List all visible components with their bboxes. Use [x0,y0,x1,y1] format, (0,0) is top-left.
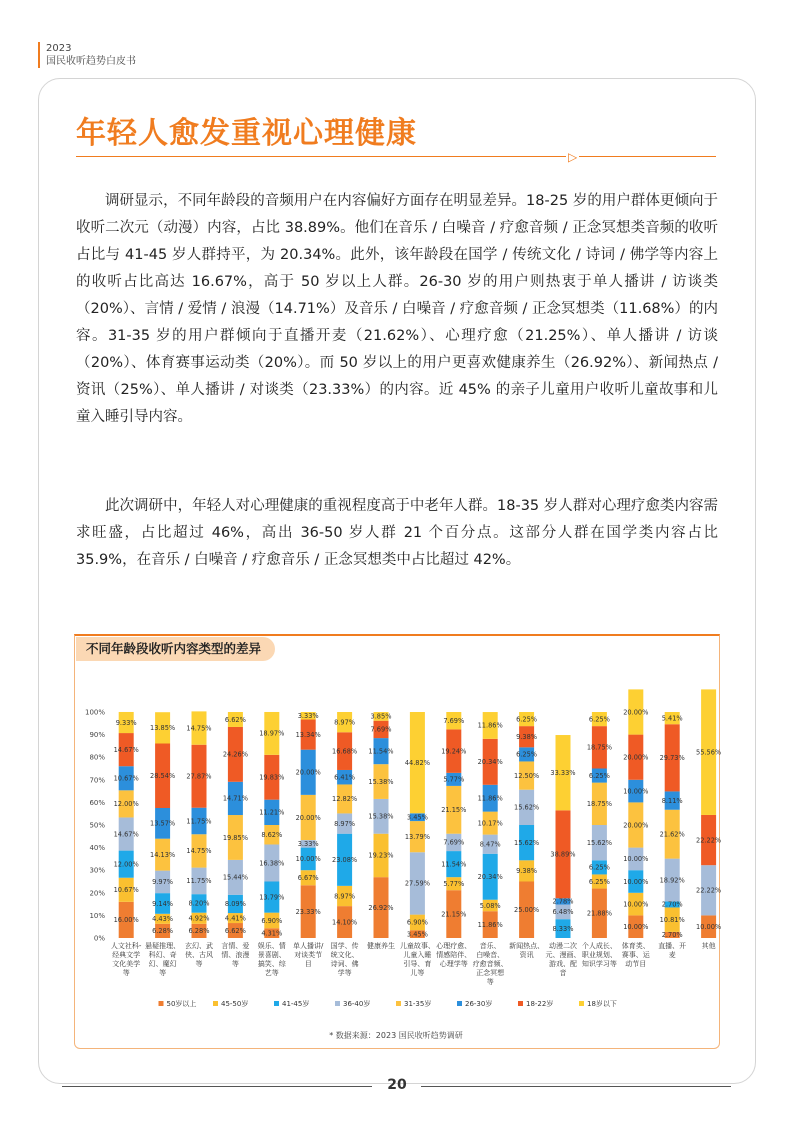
y-tick-label: 0% [93,934,105,943]
data-label: 12.82% [332,795,358,804]
data-label: 2.70% [661,900,683,909]
data-label: 7.69% [443,716,465,725]
x-tick-label: 等 [122,969,130,977]
data-label: 14.13% [150,850,176,859]
data-label: 21.88% [586,909,612,918]
legend-label: 41-45岁 [282,1000,310,1008]
x-tick-label: 学等 [337,969,352,977]
data-label: 12.00% [113,860,139,869]
data-label: 11.21% [259,808,285,817]
data-label: 7.69% [443,838,465,847]
x-tick-label: 元、漫画、 [545,951,581,959]
legend-swatch [274,1001,279,1006]
data-label: 10.00% [623,787,649,796]
data-label: 4.41% [224,914,246,923]
x-tick-label: 目 [304,960,312,968]
data-label: 3.45% [406,930,428,939]
data-label: 6.25% [588,715,610,724]
data-label: 10.00% [295,855,321,864]
data-label: 18.75% [586,743,612,752]
data-label: 11.86% [477,721,503,730]
x-tick-label: 搞笑、综 [257,960,286,968]
x-tick-label: 其他 [701,942,716,950]
data-label: 6.25% [588,863,610,872]
x-tick-label: 玄幻、武 [185,942,213,950]
source-note: * 数据来源：2023 国民收听趋势调研 [329,1031,463,1040]
x-tick-label: 悬疑推理、 [145,942,181,950]
legend-swatch [457,1001,462,1006]
data-label: 13.57% [150,819,176,828]
data-label: 6.25% [516,715,538,724]
data-label: 33.33% [550,768,576,777]
x-tick-label: 心理学等 [439,960,468,968]
data-label: 10.67% [113,886,139,895]
x-tick-label: 文化美学 [112,960,141,968]
x-tick-label: 等 [231,960,239,968]
data-label: 11.54% [368,747,394,756]
data-label: 19.24% [441,747,467,756]
data-label: 8.97% [334,819,356,828]
data-label: 21.15% [441,806,467,815]
data-label: 11.75% [186,817,212,826]
x-tick-label: 麦 [668,951,676,959]
x-tick-label: 等 [159,969,167,977]
y-tick-label: 90% [89,731,105,740]
data-label: 13.85% [150,724,176,733]
data-label: 15.44% [222,873,248,882]
data-label: 3.33% [297,840,319,849]
data-label: 28.54% [150,772,176,781]
data-label: 3.85% [370,712,392,721]
data-label: 6.62% [224,926,246,935]
report-title: 国民收听趋势白皮书 [46,56,136,67]
data-label: 10.00% [696,923,722,931]
page-number: 20 [387,1077,407,1093]
x-tick-label: 等 [486,978,494,986]
x-tick-label: 艺等 [264,969,279,977]
data-label: 18.92% [659,876,685,885]
paragraph-1: 调研显示，不同年龄段的音频用户在内容偏好方面存在明显差异。18-25 岁的用户群体更倾向于收听二次元（动漫）内容，占比 38.89%。他们在音乐 / 白噪音 / 疗愈音频 / 正念冥想类音频的收听占比与 41-45 岁人群持平，为 20.34%。此外，该年龄段在国学 / 传统文化 / 诗词 / 佛学等内容上的收听占比高达 16.67%，高于 50 岁以上人群。26-30 岁的用户则热衷于单人播讲 / 访谈类（20%）、言情 / 爱情 / 浪漫（14.71%）及音乐 / 白噪音 / 疗愈音频 / 正念冥想类（11.68%）的内容。31-35 岁的用户群倾向于直播开麦（21.62%）、心理疗愈（21.25%）、单人播讲 / 访谈（20%）、体育赛事运动类（20%）。而 50 岁以上的用户更喜欢健康养生（26.92%）、新闻热点 / 资讯（25%）、单人播讲 / 对谈类（23.33%）的内容。近 45% 的亲子儿童用户收听儿童故事和儿童入睡引导内容。 [76,193,718,425]
data-label: 9.97% [152,878,174,887]
data-label: 6.48% [552,908,574,917]
data-label: 9.14% [152,899,174,908]
data-label: 25.00% [514,906,540,915]
data-label: 5.08% [479,901,501,910]
data-label: 6.67% [297,874,319,883]
title-underline [76,156,716,157]
data-label: 5.41% [661,714,683,723]
data-label: 8.97% [334,718,356,727]
x-tick-label: 知识学习等 [581,960,617,968]
data-label: 20.00% [623,708,649,717]
data-label: 38.89% [550,850,576,859]
data-label: 4.31% [261,929,283,938]
x-tick-label: 景喜剧、 [257,951,286,959]
x-tick-label: 体育类、 [621,942,650,950]
x-tick-label: 动漫二次 [549,942,577,950]
legend-label: 18-22岁 [526,1000,554,1008]
data-label: 10.17% [477,819,503,828]
x-tick-label: 言情、爱 [221,942,250,950]
data-label: 8.20% [188,899,210,908]
data-label: 8.09% [224,900,246,909]
data-label: 8.33% [552,924,574,933]
data-label: 44.82% [404,758,430,767]
legend-swatch [579,1001,584,1006]
data-label: 10.00% [623,923,649,931]
y-tick-label: 10% [89,911,105,920]
y-tick-label: 60% [89,798,105,807]
x-tick-label: 健康养生 [367,942,395,950]
data-label: 8.11% [661,796,683,805]
data-label: 24.26% [222,750,248,759]
section-title: 年轻人愈发重视心理健康 [76,116,417,151]
x-tick-label: 单人播讲/ [293,942,324,950]
data-label: 6.28% [188,927,210,936]
data-label: 15.38% [368,812,394,821]
x-tick-label: 幻、魔幻 [148,960,177,968]
data-label: 8.97% [334,892,356,901]
x-tick-label: 赛事、运 [621,951,650,959]
legend-swatch [213,1001,218,1006]
data-label: 6.25% [588,771,610,780]
data-label: 3.33% [297,712,319,721]
data-label: 11.54% [441,860,467,869]
data-label: 13.79% [404,832,430,841]
data-label: 8.47% [479,840,501,849]
data-label: 18.75% [586,800,612,809]
x-tick-label: 个人成长、 [581,942,617,950]
data-label: 14.67% [113,745,139,754]
data-label: 6.62% [224,715,246,724]
x-tick-label: 儿童入睡 [403,951,432,959]
data-label: 6.25% [588,877,610,886]
data-label: 14.75% [186,847,212,856]
data-label: 19.23% [368,851,394,860]
x-tick-label: 对谈类节 [294,951,323,959]
data-label: 22.22% [696,886,722,895]
y-tick-label: 50% [89,821,105,830]
data-label: 15.62% [514,838,540,847]
footer-rule-left [62,1086,372,1087]
x-tick-label: 科幻、奇 [148,951,177,959]
y-tick-label: 40% [89,844,105,853]
data-label: 13.34% [295,730,321,739]
data-label: 20.00% [623,753,649,762]
data-label: 14.67% [113,830,139,839]
data-label: 4.43% [152,915,174,924]
data-label: 12.00% [113,800,139,809]
data-label: 10.00% [623,877,649,886]
x-tick-label: 游戏、配 [549,960,577,968]
data-label: 22.22% [696,836,722,845]
data-label: 6.28% [152,927,174,936]
data-label: 5.77% [443,879,465,888]
data-label: 13.79% [259,893,285,902]
x-tick-label: 动节目 [625,960,647,968]
data-label: 10.00% [623,900,649,909]
x-tick-label: 等 [195,960,203,968]
x-tick-label: 儿童故事、 [399,942,435,950]
x-tick-label: 娱乐、情 [257,942,286,950]
data-label: 15.62% [586,838,612,847]
x-tick-label: 儿等 [410,969,425,977]
x-tick-label: 职业规划、 [581,951,617,959]
report-year: 2023 [46,43,72,54]
data-label: 16.68% [332,747,358,756]
data-label: 8.62% [261,831,283,840]
data-label: 26.92% [368,903,394,912]
x-tick-label: 音乐、 [479,942,501,950]
data-label: 7.69% [370,725,392,734]
x-tick-label: 统文化、 [330,951,359,959]
data-label: 23.33% [295,907,321,916]
data-label: 19.83% [259,773,285,782]
data-label: 2.70% [661,931,683,940]
data-label: 12.50% [514,771,540,780]
data-label: 6.41% [334,773,356,782]
data-label: 14.10% [332,918,358,927]
data-label: 18.97% [259,729,285,738]
x-tick-label: 引导、育 [403,960,432,968]
x-tick-label: 心理疗愈、 [436,942,472,950]
x-tick-label: 情、浪漫 [221,951,250,959]
x-tick-label: 侠、古风 [185,951,213,959]
data-label: 16.00% [113,916,139,925]
x-tick-label: 正念冥想 [476,969,505,977]
x-tick-label: 新闻热点、 [509,942,545,950]
data-label: 20.34% [477,873,503,882]
footer-rule-right [421,1086,731,1087]
legend-label: 31-35岁 [404,1000,432,1008]
data-label: 10.81% [659,915,685,924]
data-label: 11.75% [186,877,212,886]
y-tick-label: 70% [89,776,105,785]
data-label: 6.25% [516,750,538,759]
x-tick-label: 疗愈音频、 [472,960,508,968]
data-label: 9.38% [516,733,538,742]
y-tick-label: 80% [89,753,105,762]
data-label: 21.62% [659,830,685,839]
data-label: 15.62% [514,803,540,812]
data-label: 6.90% [261,916,283,925]
legend-swatch [518,1001,523,1006]
y-tick-label: 100% [84,708,105,717]
x-tick-label: 人文社科- [110,942,142,950]
report-header [38,42,136,68]
data-label: 4.92% [188,914,210,923]
x-tick-label: 国学、传 [330,942,359,950]
data-label: 2.78% [552,897,574,906]
y-tick-label: 20% [89,889,105,898]
data-label: 20.00% [295,768,321,777]
data-label: 15.38% [368,777,394,786]
data-label: 16.38% [259,859,285,868]
data-label: 5.77% [443,775,465,784]
data-label: 20.34% [477,758,503,767]
x-tick-label: 资讯 [519,951,534,959]
legend-label: 26-30岁 [465,1000,493,1008]
data-label: 29.73% [659,754,685,763]
data-label: 21.15% [441,910,467,919]
data-label: 55.56% [696,748,722,757]
data-label: 9.38% [516,867,538,876]
data-label: 9.33% [115,718,137,727]
chart-title: 不同年龄段收听内容类型的差异 [76,637,275,661]
data-label: 11.86% [477,920,503,929]
legend-label: 18岁以下 [587,1000,617,1008]
legend-label: 50岁以上 [166,1000,197,1008]
stacked-bar-chart [74,664,722,1026]
legend-label: 36-40岁 [343,1000,371,1008]
data-label: 27.87% [186,772,212,781]
legend-label: 45-50岁 [221,1000,249,1008]
data-label: 20.00% [623,821,649,830]
data-label: 10.67% [113,774,139,783]
data-label: 20.00% [295,813,321,822]
data-label: 10.00% [623,855,649,864]
data-label: 11.86% [477,794,503,803]
data-label: 14.71% [222,794,248,803]
x-tick-label: 直播、开 [658,942,687,950]
data-label: 19.85% [222,833,248,842]
legend-swatch [335,1001,340,1006]
data-label: 6.90% [406,918,428,927]
data-label: 27.59% [404,879,430,888]
y-tick-label: 30% [89,866,105,875]
data-label: 23.08% [332,856,358,865]
legend-swatch [396,1001,401,1006]
data-label: 3.45% [406,813,428,822]
x-tick-label: 音 [559,969,567,977]
play-arrow-icon: ▷ [568,150,578,164]
legend-swatch [159,1001,164,1006]
x-tick-label: 白噪音、 [476,951,505,959]
x-tick-label: 诗词、佛 [330,960,359,968]
x-tick-label: 情感陪伴、 [436,951,472,959]
paragraph-2: 此次调研中，年轻人对心理健康的重视程度高于中老年人群。18-35 岁人群对心理疗愈类内容需求旺盛，占比超过 46%，高出 36-50 岁人群 21 个百分点。这部分人群在国学类内容占比 35.9%，在音乐 / 白噪音 / 疗愈音乐 / 正念冥想类中占比超过 42%。 [76,498,718,568]
x-tick-label: 经典文学 [112,951,141,959]
data-label: 14.75% [186,724,212,733]
